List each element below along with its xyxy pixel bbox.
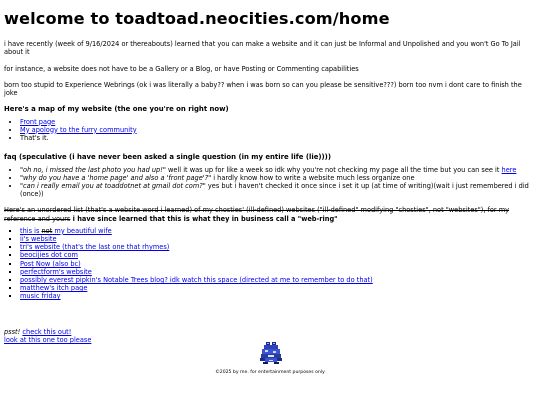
webring-item [20, 235, 536, 243]
intro-paragraph-2: for instance, a website does not have to be a Gallery or a Blog, or have Posting or Commenting capabilities [4, 65, 359, 74]
webring-item [20, 251, 536, 259]
ii-website-link[interactable]: ii's website [20, 235, 57, 244]
beocijies-link[interactable]: beocijies dot com [20, 251, 78, 260]
site-map-item [20, 134, 536, 142]
webring-list [4, 227, 536, 301]
last-photo-link[interactable]: here [501, 165, 517, 174]
faq-list [4, 166, 536, 199]
webring-item [20, 260, 536, 268]
page-title: welcome to toadtoad.neocities.com/home [4, 9, 390, 28]
front-page-link[interactable]: Front page [20, 117, 56, 126]
intro-paragraph-1: i have recently (week of 9/16/2024 or thereabouts) learned that you can make a website and it can just be Informal and Unpolished and you won't Go To Jail about it [4, 40, 521, 57]
faq-question: "oh no, i missed the last photo you had up!" [20, 165, 166, 174]
webring-item [20, 292, 536, 300]
webring-item [20, 276, 536, 284]
footer-text: ©2025 by me. for entertainment purposes only [215, 370, 325, 375]
music-friday-link[interactable]: music friday [20, 292, 61, 301]
struck-word: not [41, 226, 53, 235]
webring-item [20, 227, 536, 235]
perfectform-link[interactable]: perfectform's website [20, 267, 92, 276]
site-map-list [4, 118, 536, 143]
site-map-heading: Here's a map of my website (the one you're on right now) [4, 105, 229, 114]
tri-website-link[interactable]: tri's website (that's the last one that rhymes) [20, 243, 170, 252]
webring-item [20, 243, 536, 251]
faq-answer: i hardly know how to write a website much less organize one [211, 173, 415, 182]
webring-item [20, 268, 536, 276]
faq-answer: well it was up for like a week so idk why you're not checking my page all the time but you can see it [165, 165, 502, 174]
site-map-end-text: That's it. [20, 133, 49, 142]
faq-question: "can i really email you at toaddotnet at gmail dot com?" [20, 182, 206, 191]
faq-heading: faq (speculative (i have never been asked a single question (in my entire life (lie)))) [4, 153, 331, 162]
check-this-out-link[interactable]: check this out! [22, 327, 72, 336]
webring-intro [4, 206, 536, 222]
faq-question: "why do you have a 'home page' and also a 'front page'?" [20, 173, 212, 182]
site-map-item [20, 126, 536, 134]
webring-item [20, 284, 536, 292]
site-map-item [20, 118, 536, 126]
matthew-itch-link[interactable]: matthew's itch page [20, 284, 88, 293]
intro-paragraph-3: born too stupid to Experience Webrings (ok i was literally a baby?? when i was born so can you please be sensitive???) born too nvm i dont care to finish the joke [4, 80, 522, 97]
webring-struck-text: Here's an unordered list (that's a website word i learned) of my chosties' (ill-defined) websites ("ill-defined" modifying "chosties", not "websites"), for my reference and yours [4, 206, 510, 223]
furry-apology-link[interactable]: My apology to the furry community [20, 125, 137, 134]
post-now-link[interactable]: Post Now (also bc) [20, 259, 81, 268]
beautiful-wife-link[interactable]: this is not my beautiful wife [20, 226, 112, 235]
faq-answer: yes but i haven't checked it once since i set it up (at time of writing)(wait i just remembered i did (once)) [20, 182, 529, 199]
faq-item [20, 182, 536, 198]
webring-bold-text: i have since learned that this is what they in business call a "web-ring" [70, 214, 338, 223]
psst-line [4, 328, 536, 336]
psst-label: psst! [4, 327, 21, 336]
pixel-toad-icon[interactable] [259, 341, 283, 366]
notable-trees-link[interactable]: possibly everest pipkin's Notable Trees blog? idk watch this space (directed at me to remember to do that) [20, 276, 373, 285]
faq-item [20, 174, 536, 182]
faq-item [20, 166, 536, 174]
look-at-this-link[interactable]: look at this one too please [4, 335, 92, 344]
